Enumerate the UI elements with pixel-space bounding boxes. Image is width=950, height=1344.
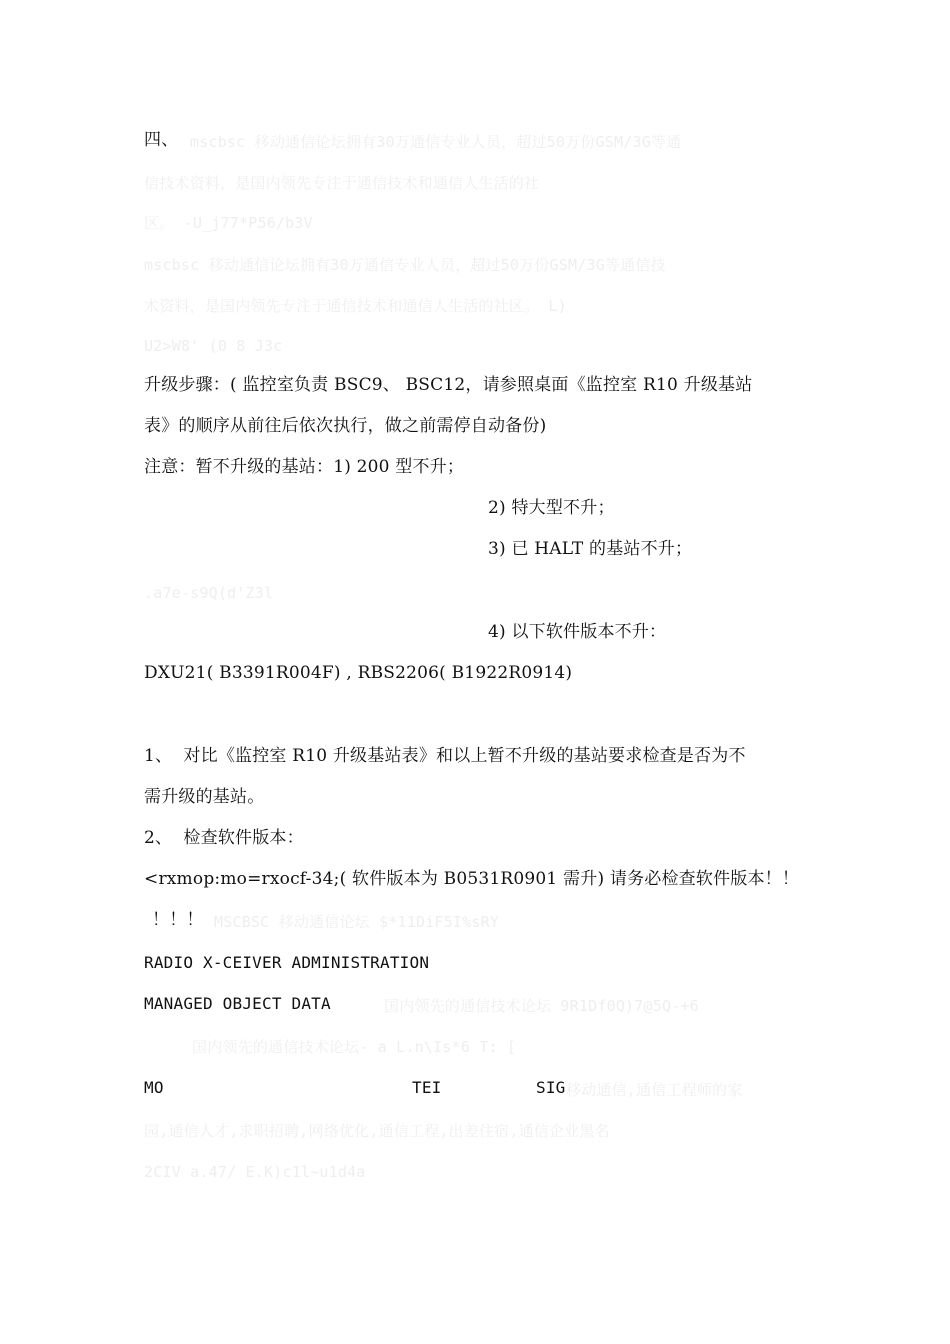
- watermark-text: 移动通信,通信工程师的家: [566, 1081, 743, 1099]
- step-1-line-1: 1、 对比《监控室 R10 升级基站表》和以上暂不升级的基站要求检查是否为不: [144, 746, 746, 766]
- watermark-text: MSCBSC 移动通信论坛 $*11DiF5I%sRY: [214, 913, 500, 931]
- note-line-1: 注意：暂不升级的基站：1) 200 型不升；: [144, 457, 465, 477]
- note-line-3: 3) 已 HALT 的基站不升；: [488, 539, 693, 559]
- column-mo: MO: [144, 1078, 164, 1097]
- watermark-text: U2>W8' (0 8 J3c: [144, 337, 283, 355]
- watermark-text: 园,通信人才,求职招聘,网络优化,通信工程,出差住宿,通信企业黑名: [144, 1122, 610, 1140]
- upgrade-steps-line-1: 升级步骤：( 监控室负责 BSC9、 BSC12，请参照桌面《监控室 R10 升级基站: [144, 375, 753, 395]
- watermark-text: 2CIV a.47/ E.K)c1l~u1d4a: [144, 1163, 366, 1181]
- watermark-text: 术资料，是国内领先专注于通信技术和通信人生活的社区。 L): [144, 297, 567, 315]
- watermark-text: mscbsc 移动通信论坛拥有30万通信专业人员，超过50万份GSM/3G等通信技: [144, 256, 666, 274]
- command-line-1: <rxmop:mo=rxocf-34;( 软件版本为 B0531R0901 需升) 请务必检查软件版本！！: [144, 869, 800, 889]
- column-sig: SIG: [536, 1078, 566, 1097]
- watermark-text: mscbsc 移动通信论坛拥有30万通信专业人员，超过50万份GSM/3G等通: [190, 133, 682, 151]
- watermark-text: 国内领先的通信技术论坛 9R1Df0Q)7@5Q-+6: [384, 997, 699, 1015]
- output-title: RADIO X-CEIVER ADMINISTRATION: [144, 953, 430, 972]
- column-tei: TEI: [412, 1078, 442, 1097]
- section-marker: 四、: [144, 130, 179, 150]
- command-line-2: ！！！: [152, 910, 204, 930]
- note-line-4: 4) 以下软件版本不升：: [488, 622, 667, 642]
- step-2: 2、 检查软件版本：: [144, 828, 304, 848]
- watermark-text: 国内领先的通信技术论坛- a L.n\Is*6 T: [: [192, 1038, 517, 1056]
- watermark-text: .a7e-s9Q(d'Z3l: [144, 584, 274, 602]
- upgrade-steps-line-2: 表》的顺序从前往后依次执行，做之前需停自动备份): [144, 416, 547, 436]
- watermark-text: 信技术资料，是国内领先专注于通信技术和通信人生活的社: [144, 174, 540, 192]
- step-1-line-2: 需升级的基站。: [144, 787, 265, 807]
- watermark-text: 区。 -U_j77*P56/b3V: [144, 214, 313, 232]
- output-subtitle: MANAGED OBJECT DATA: [144, 994, 331, 1013]
- note-line-2: 2) 特大型不升；: [488, 498, 615, 518]
- software-versions: DXU21( B3391R004F) , RBS2206( B1922R0914): [144, 663, 573, 683]
